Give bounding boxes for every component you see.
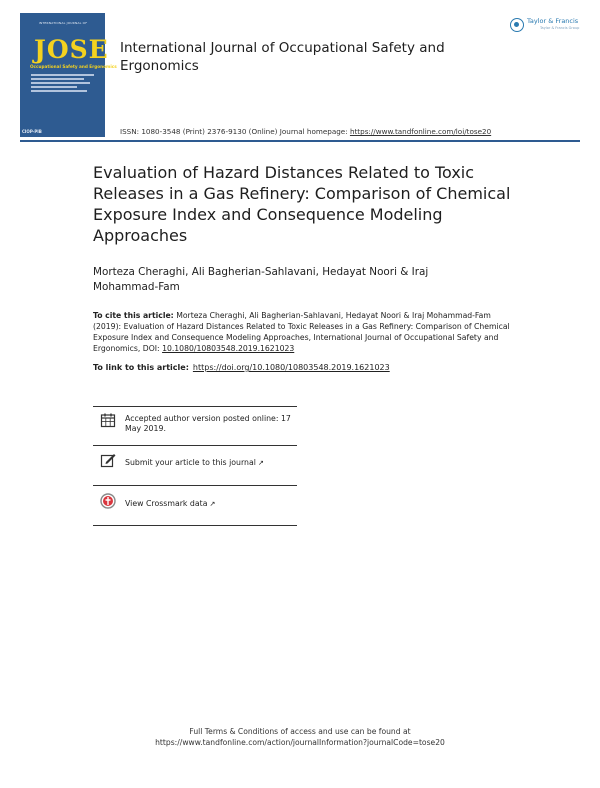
cover-journal-abbrev: JOSE (34, 35, 109, 64)
cover-subtitle: Occupational Safety and Ergonomics (30, 64, 117, 69)
cite-text: Morteza Cheraghi, Ali Bagherian-Sahlavani, Hedayat Noori & Iraj Mohammad-Fam (2019): Evaluation of Hazard Distances Related to Toxic Releases in a Gas Refinery: Comparison of Chemical Exposure Index and Consequence Modeling Approaches, International Journal of Occupational Safety and Ergonomics, DOI: (93, 311, 510, 353)
crossmark-link[interactable] (125, 499, 295, 509)
crossmark-row[interactable] (93, 493, 297, 517)
calendar-icon (100, 412, 116, 428)
info-box-bottom-rule (93, 525, 297, 526)
accepted-version-row (93, 412, 297, 444)
submit-article-row[interactable] (93, 452, 297, 476)
submit-article-link[interactable] (125, 458, 295, 468)
article-doi-link[interactable]: https://doi.org/10.1080/10803548.2019.1621023 (192, 363, 390, 372)
accepted-version-text: Accepted author version posted online: 17 May 2019. (125, 414, 291, 433)
journal-title: International Journal of Occupational Safety and Ergonomics (120, 40, 445, 74)
footer (0, 726, 600, 748)
journal-homepage-link[interactable]: https://www.tandfonline.com/loi/tose20 (349, 127, 492, 136)
citation-block (93, 310, 513, 354)
cover-top-text: INTERNATIONAL JOURNAL OF (38, 21, 88, 25)
info-box-rule-1 (93, 445, 297, 446)
journal-cover-image (20, 13, 117, 137)
cover-bottom-text: CIOP-PIB (22, 129, 42, 134)
crossmark-text: View Crossmark data (125, 499, 208, 508)
footer-terms-text: Full Terms & Conditions of access and use can be found at (189, 727, 411, 736)
cite-doi-link[interactable]: 10.1080/10803548.2019.1621023 (162, 344, 295, 353)
publisher-logo-icon (510, 18, 524, 32)
article-title: Evaluation of Hazard Distances Related to Toxic Releases in a Gas Refinery: Comparison of Chemical Exposure Index and Consequence Modeling Approaches (93, 163, 511, 245)
submit-article-text: Submit your article to this journal (125, 458, 256, 467)
article-link-row (93, 363, 513, 372)
publisher-name: Taylor & Francis (527, 17, 579, 25)
issn-text: ISSN: 1080-3548 (Print) 2376-9130 (Online) Journal homepage: (120, 127, 350, 136)
footer-terms-link[interactable]: https://www.tandfonline.com/action/journalInformation?journalCode=tose20 (155, 738, 445, 747)
cite-label: To cite this article: (93, 311, 174, 320)
info-box-rule-2 (93, 485, 297, 486)
external-link-icon: ↗ (209, 500, 216, 508)
link-label: To link to this article: (93, 363, 189, 372)
issn-line (120, 127, 491, 136)
external-link-icon: ↗ (257, 459, 264, 467)
article-authors: Morteza Cheraghi, Ali Bagherian-Sahlavani, Hedayat Noori & Iraj Mohammad-Fam (93, 266, 429, 293)
publisher-tagline: Taylor & Francis Group (540, 26, 580, 30)
crossmark-icon (100, 493, 116, 509)
edit-icon (100, 452, 116, 468)
taylor-francis-logo[interactable] (510, 17, 585, 37)
info-box-top-rule (93, 406, 297, 407)
header-divider (20, 140, 580, 142)
cover-text-lines (31, 74, 97, 94)
